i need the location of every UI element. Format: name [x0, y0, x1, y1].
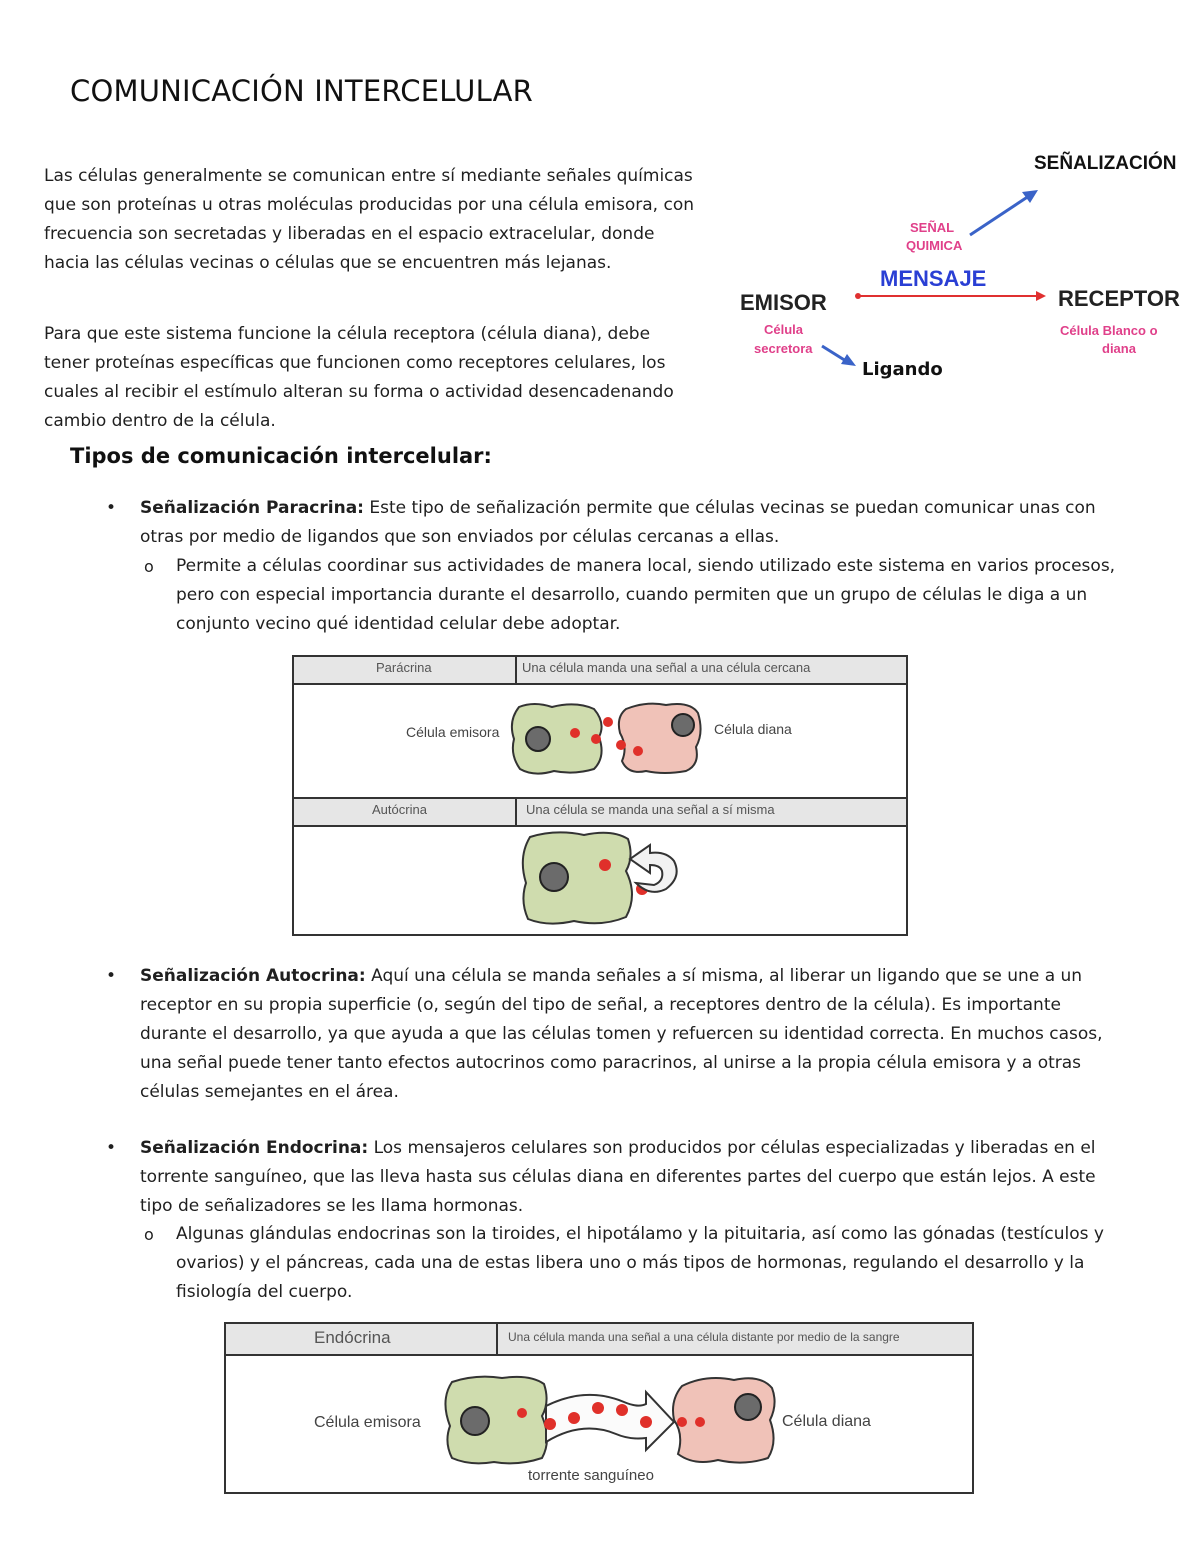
bullet-glyph: •	[106, 1138, 117, 1158]
ligando-label: Ligando	[862, 359, 943, 380]
list-item-endocrina	[106, 1134, 1130, 1221]
receptor-sub-2: diana	[1102, 341, 1136, 356]
endocrine-ligand	[517, 1408, 527, 1418]
ligand-dot	[633, 746, 643, 756]
senal-label-line2: QUIMICA	[906, 238, 963, 253]
emisor-sub-1: Célula	[764, 322, 804, 337]
autocrina-header-label: Autócrina	[372, 802, 427, 817]
emitter-nucleus	[526, 727, 550, 751]
endocrine-ligand	[544, 1418, 556, 1430]
ligand-dot	[591, 734, 601, 744]
autocrine-nucleus	[540, 863, 568, 891]
senalizacion-label: SEÑALIZACIÓN	[1034, 153, 1177, 174]
endocrine-ligand	[677, 1417, 687, 1427]
paracrina-sub-text: Permite a células coordinar sus actividades de manera local, siendo utilizado este sistema en varios procesos, pero con especial importancia durante el desarrollo, cuando permiten que un grupo de células le diga a un conjunto vecino qué identidad celular debe adoptar.	[176, 556, 1116, 634]
paracrina-diana-label: Célula diana	[714, 721, 792, 737]
figure-paracrina-autocrina	[292, 655, 908, 936]
bullet-glyph: •	[106, 498, 117, 518]
page-title: COMUNICACIÓN INTERCELULAR	[70, 74, 533, 108]
endocrine-emitter-nucleus	[461, 1407, 489, 1435]
senal-label-line1: SEÑAL	[910, 220, 955, 235]
autocrina-term: Señalización Autocrina:	[140, 966, 366, 986]
endocrine-target-cell	[673, 1378, 775, 1463]
paracrina-emisora-label: Célula emisora	[406, 724, 500, 740]
bullet-glyph: •	[106, 966, 117, 986]
target-nucleus	[672, 714, 694, 736]
autocrina-text: Aquí una célula se manda señales a sí misma, al liberar un ligando que se une a un receptor en su propia superficie (o, según del tipo de señal, a receptores dentro de la célula). Es importante durante el desarrollo, ya que ayuda a que las células tomen y refuercen su identidad correcta. En muchos casos, una señal puede tener tanto efectos autocrinos como paracrinos, al unirse a la propia célula emisora y a otras células semejantes en el área.	[140, 966, 1103, 1102]
mensaje-label: MENSAJE	[880, 266, 987, 291]
endocrine-ligand	[695, 1417, 705, 1427]
endocrine-target-nucleus	[735, 1394, 761, 1420]
ligand-dot	[570, 728, 580, 738]
autocrine-ligand	[599, 859, 611, 871]
receptor-label: RECEPTOR	[1058, 286, 1180, 311]
sub-bullet-glyph: o	[144, 557, 154, 576]
list-item-autocrina	[106, 962, 1130, 1107]
endocrina-sub-text: Algunas glándulas endocrinas son la tiroides, el hipotálamo y la pituitaria, así como las gónadas (testículos y ovarios) y el páncreas, cada una de estas libera uno o más tipos de hormonas, regulando el desarrollo y la fisiología del cuerpo.	[176, 1224, 1104, 1302]
endocrine-ligand	[592, 1402, 604, 1414]
paracrina-header-label: Parácrina	[376, 660, 432, 675]
autocrine-arrow	[630, 845, 677, 892]
paracrina-term: Señalización Paracrina:	[140, 498, 364, 518]
types-heading: Tipos de comunicación intercelular:	[70, 444, 492, 468]
endocrine-ligand	[640, 1416, 652, 1428]
ligando-arrow	[822, 346, 846, 361]
emisor-sub-2: secretora	[754, 341, 813, 356]
senalizacion-arrowhead	[1022, 190, 1038, 203]
endocrina-term: Señalización Endocrina:	[140, 1138, 369, 1158]
list-subitem-paracrina	[144, 552, 1141, 639]
autocrina-header-desc: Una célula se manda una señal a sí misma	[526, 802, 775, 817]
receptor-sub-1: Célula Blanco o	[1060, 323, 1158, 338]
endocrina-text: Los mensajeros celulares son producidos por células especializadas y liberadas en el torrente sanguíneo, que las lleva hasta sus células diana en diferentes partes del cuerpo que están lejos. A este tipo de señalizadores se les llama hormonas.	[140, 1138, 1096, 1216]
endocrina-header-label: Endócrina	[314, 1328, 391, 1347]
endocrina-diana-label: Célula diana	[782, 1413, 871, 1430]
message-arrowhead	[1036, 291, 1046, 301]
bloodstream-arrow	[546, 1392, 674, 1450]
paracrina-text: Este tipo de señalización permite que células vecinas se puedan comunicar unas con otras por medio de ligandos que son enviados por células cercanas a ellas.	[140, 498, 1096, 547]
intro-paragraph-2: Para que este sistema funcione la célula receptora (célula diana), debe tener proteínas específicas que funcionen como receptores celulares, los cuales al recibir el estímulo alteran su forma o actividad desencadenando cambio dentro de la célula.	[44, 324, 674, 431]
target-cell	[619, 704, 701, 773]
endocrina-emisora-label: Célula emisora	[314, 1414, 421, 1431]
endocrine-ligand	[616, 1404, 628, 1416]
list-subitem-endocrina	[144, 1220, 1141, 1307]
emisor-label: EMISOR	[740, 290, 827, 315]
ligand-dot	[603, 717, 613, 727]
endocrina-header-desc: Una célula manda una señal a una célula distante por medio de la sangre	[508, 1330, 900, 1344]
intro-paragraph-1: Las células generalmente se comunican entre sí mediante señales químicas que son proteínas u otras moléculas producidas por una célula emisora, con frecuencia son secretadas y liberadas en el espacio extracelular, donde hacia las células vecinas o células que se encuentren más lejanas.	[44, 166, 695, 273]
figure1-drawing	[294, 657, 906, 934]
torrente-label: torrente sanguíneo	[528, 1467, 654, 1484]
senalizacion-arrow	[970, 194, 1032, 235]
paracrina-header-desc: Una célula manda una señal a una célula cercana	[522, 660, 811, 675]
figure2-drawing	[226, 1324, 972, 1492]
endocrine-ligand	[568, 1412, 580, 1424]
figure-endocrina	[224, 1322, 974, 1494]
ligand-dot	[616, 740, 626, 750]
list-item-paracrina	[106, 494, 1130, 552]
signaling-diagram	[720, 140, 1190, 390]
sub-bullet-glyph: o	[144, 1225, 154, 1244]
